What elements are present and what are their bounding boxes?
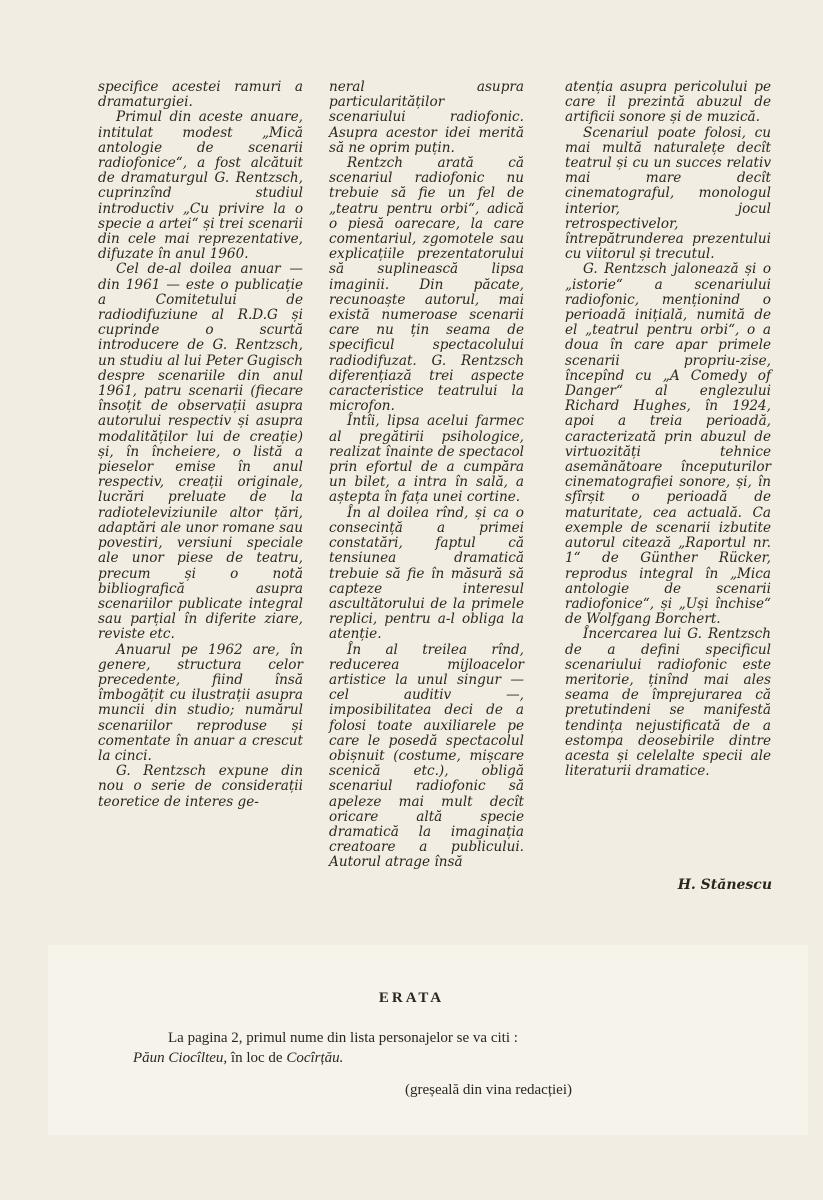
paragraph: Întîi, lipsa acelui farmec al pregătirii psihologice, realizat înainte de spectacol prin efortul de a cumpăra un bilet, a intra în sală, a aștepta în fața unei cortine. [329, 413, 524, 506]
paragraph: Anuarul pe 1962 are, în genere, structura celor precedente, fiind însă îmbogățit cu ilustrații asupra muncii din studio; numărul scenariilor reproduse și comentate în anuar a crescut la cinci. [98, 641, 303, 764]
article-column-2 [329, 80, 524, 871]
correct-name: Păun Ciocîlteu, [133, 1050, 228, 1066]
paragraph: În al doilea rînd, și ca o consecință a primei constatări, faptul că tensiunea dramatică trebuie să fie în măsură să capteze interesul ascultătorului de la primele replici, pentru a-l obliga la atenție. [329, 504, 524, 643]
paragraph: Cel de-al doilea anuar — din 1961 — este o publicație a Comitetului de radiodifuziune al R.D.G și cuprinde o scurtă introducere de G. Rentzsch, un studiu al lui Peter Gugisch despre scenariile din anul 1961, patru scenarii (fiecare însoțit de observații asupra autorului respectiv și asupra modalităților lui de creație) și, în încheiere, o listă a pieselor emise în anul respectiv, creații originale, lucrări preluate de la radioteleviziunile altor țări, adaptări ale unor romane sau povestiri, versiuni speciale ale unor piese de teatru, precum și o notă bibliografică asupra scenariilor publicate integral sau parțial în diferite ziare, reviste etc. [98, 261, 303, 643]
errata-note: (greșeală din vina redacției) [405, 1082, 572, 1098]
errata-connector: în loc de [230, 1050, 283, 1066]
paragraph: Încercarea lui G. Rentzsch de a defini specificul scenariului radiofonic este meritorie, ținînd mai ales seama de împrejurarea că pretutindeni se manifestă tendința nejustificată de a estompa deosebirile dintre acesta și celelalte specii ale literaturii dramatice. [565, 626, 771, 780]
paragraph: G. Rentzsch expune din nou o serie de considerații teoretice de interes ge- [98, 763, 303, 810]
paragraph: neral asupra particularităților scenariului radiofonic. Asupra acestor idei merită să ne oprim puțin. [329, 79, 524, 156]
wrong-name: Cocîrțău. [286, 1050, 344, 1066]
paragraph: Rentzch arată că scenariul radiofonic nu trebuie să fie un fel de „teatru pentru orbi“, adică o piesă oarecare, la care comentariul, zgomotele sau explicațiile prezentatorului să suplinească lipsa imaginii. Din păcate, recunoaște autorul, mai există numeroase scenarii care nu țin seama de specificul spectacolului radiodifuzat. G. Rentzsch diferențiază trei aspecte caracteristice teatrului la microfon. [329, 155, 524, 415]
article-column-1 [98, 80, 303, 810]
errata-title: ERATA [378, 990, 445, 1006]
errata-correction [133, 1050, 343, 1067]
paragraph: În al treilea rînd, reducerea mijloacelor artistice la unul singur — cel auditiv —, imposibilitatea deci de a folosi toate auxiliarele pe care le posedă spectacolul obișnuit (costume, mișcare scenică etc.), obligă scenariul radiofonic să apeleze mai mult decît oricare altă specie dramatică la imaginația creatoare a publicului. Autorul atrage însă [329, 641, 524, 871]
paragraph: G. Rentzsch jalonează și o „istorie“ a scenariului radiofonic, menționind o perioadă inițială, numită de el „teatrul pentru orbi“, o a doua în care apar primele scenarii propriu-zise, începînd cu „A Comedy of Danger“ al englezului Richard Hughes, în 1924, apoi a treia perioadă, caracterizată prin abuzul de virtuozități tehnice asemănătoare începuturilor cinematografiei sonore, și, în sfîrșit o perioadă de maturitate, cea actuală. Ca exemple de scenarii izbutite autorul citează „Raportul nr. 1“ de Günther Rücker, reprodus integral în „Mica antologie de scenarii radiofonice“, și „Uși închise“ de Wolfgang Borchert. [565, 261, 771, 628]
paragraph: specifice acestei ramuri a dramaturgiei. [98, 79, 303, 111]
paragraph: Scenariul poate folosi, cu mai multă naturalețe decît teatrul și cu un succes relativ mai mare decît cinematograful, monologul interior, jocul retrospectivelor, întrepătrunderea prezentului cu viitorul și trecutul. [565, 124, 771, 263]
paragraph: atenția asupra pericolului pe care il prezintă abuzul de artificii sonore și de muzică. [565, 79, 771, 126]
errata-text: La pagina 2, primul nume din lista personajelor se va citi : [168, 1030, 518, 1046]
paragraph: Primul din aceste anuare, intitulat modest „Mică antologie de scenarii radiofonice“, a fost alcătuit de dramaturgul G. Rentzsch, cuprinzînd studiul introductiv „Cu privire la o specie a artei“ și trei scenarii din cele mai reprezentative, difuzate în anul 1960. [98, 109, 303, 263]
article-column-3 [565, 80, 771, 779]
author-signature: H. Stănescu [677, 877, 772, 893]
